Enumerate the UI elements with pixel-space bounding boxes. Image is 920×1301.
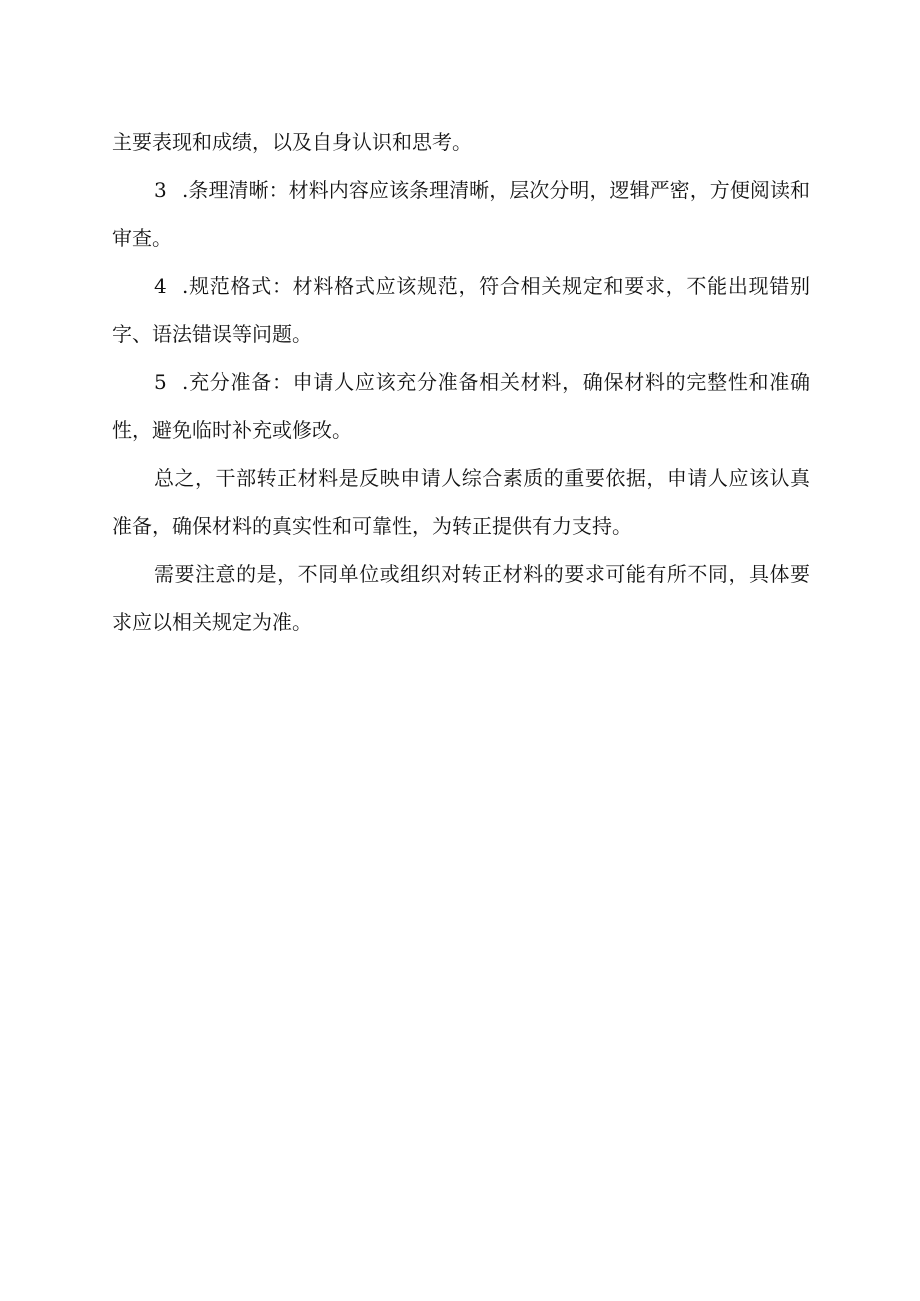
paragraph-item-3 [112,166,810,262]
paragraph-text: 总之，干部转正材料是反映申请人综合素质的重要依据，申请人应该认真准备，确保材料的真实性和可靠性，为转正提供有力支持。 [112,466,810,538]
paragraph-summary [112,454,810,550]
paragraph-text: .条理清晰：材料内容应该条理清晰，层次分明，逻辑严密，方便阅读和审查。 [112,178,810,250]
paragraph-text: .规范格式：材料格式应该规范，符合相关规定和要求，不能出现错别字、语法错误等问题。 [112,274,810,346]
paragraph-text: 主要表现和成绩，以及自身认识和思考。 [112,130,472,154]
paragraph-item-4 [112,262,810,358]
paragraph-continuation [112,118,810,166]
item-number: 5 [154,370,167,394]
item-number: 4 [154,274,167,298]
item-number: 3 [154,178,167,202]
document-body [112,118,810,646]
paragraph-text: 需要注意的是，不同单位或组织对转正材料的要求可能有所不同，具体要求应以相关规定为准。 [112,562,810,634]
paragraph-item-5 [112,358,810,454]
paragraph-text: .充分准备：申请人应该充分准备相关材料，确保材料的完整性和准确性，避免临时补充或修改。 [112,370,810,442]
paragraph-note [112,550,810,646]
